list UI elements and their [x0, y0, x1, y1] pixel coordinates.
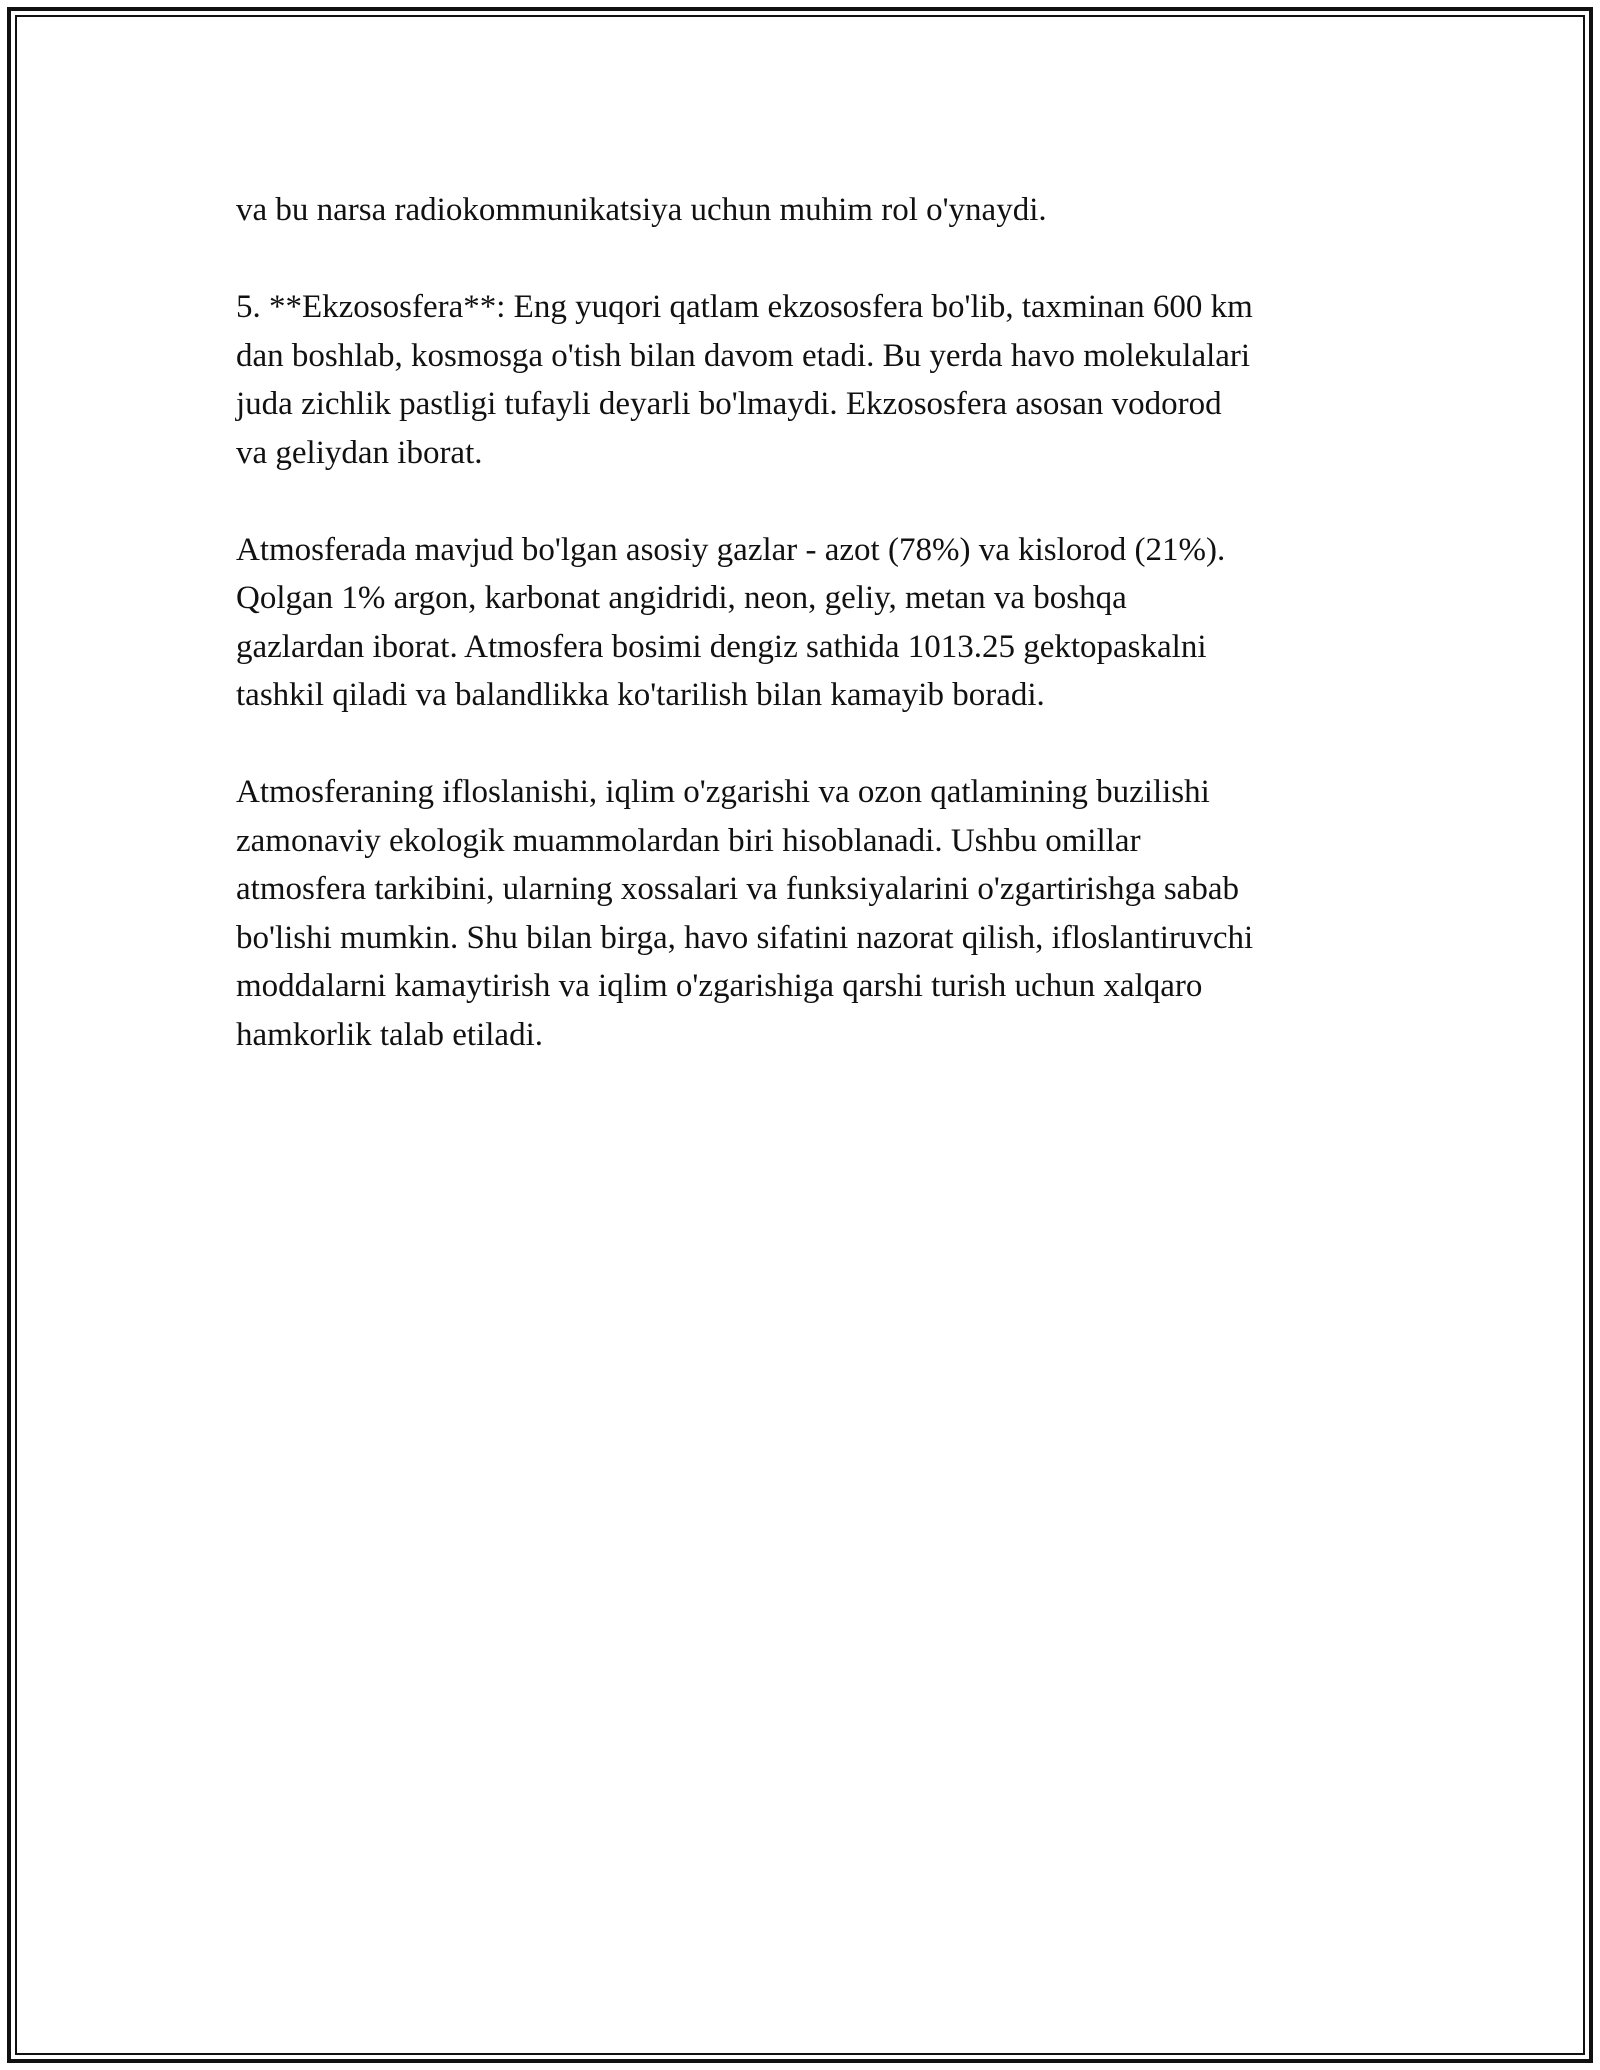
document-body [236, 186, 1386, 1108]
paragraph-atmosphere-pollution: Atmosferaning ifloslanishi, iqlim o'zgarishi va ozon qatlamining buzilishi zamonaviy ekologik muammolardan biri hisoblanadi. Ushbu omillar atmosfera tarkibini, ularning xossalari va funksiyalarini o'zgartirishga sabab bo'lishi mumkin. Shu bilan birga, havo sifatini nazorat qilish, ifloslantiruvchi moddalarni kamaytirish va iqlim o'zgarishiga qarshi turish uchun xalqaro hamkorlik talab etiladi. [236, 774, 1254, 1053]
paragraph-continuation: va bu narsa radiokommunikatsiya uchun muhim rol o'ynaydi. [236, 192, 1047, 228]
paragraph-exosphere: 5. **Ekzososfera**: Eng yuqori qatlam ekzososfera bo'lib, taxminan 600 km dan boshlab, kosmosga o'tish bilan davom etadi. Bu yerda havo molekulalari juda zichlik pastligi tufayli deyarli bo'lmaydi. Ekzososfera asosan vodorod va geliydan iborat. [236, 289, 1253, 471]
paragraph-atmosphere-gases: Atmosferada mavjud bo'lgan asosiy gazlar - azot (78%) va kislorod (21%). Qolgan 1% argon, karbonat angidridi, neon, geliy, metan va boshqa gazlardan iborat. Atmosfera bosimi dengiz sathida 1013.25 gektopaskalni tashkil qiladi va balandlikka ko'tarilish bilan kamayib boradi. [236, 531, 1226, 713]
